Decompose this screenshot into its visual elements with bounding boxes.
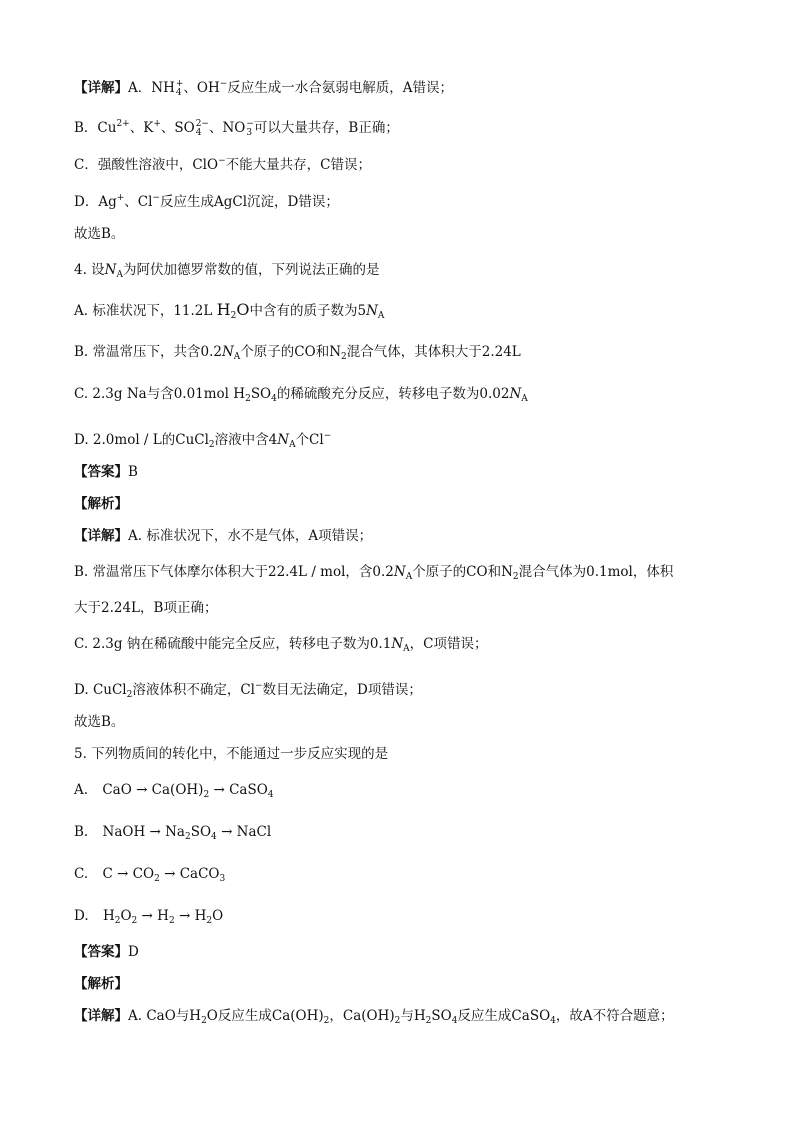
q4-option-a: A. 标准状况下，11.2L $H_2O$中含有的质子数为$5N_A$ [74, 300, 385, 321]
q5-option-c: C. $C \to CO_2$ → CaCO$_3$ [74, 866, 226, 884]
q5-option-b: B. NaOH → $Na_2SO_4$ → NaCl [74, 824, 272, 842]
q5-analysis-label: 【解析】 [74, 976, 128, 992]
q5-detail-a: 【详解】A. CaO与$H_2O$反应生成$Ca(OH)_2$，$Ca(OH)_2$与$H_2SO_4$反应生成CaSO$_4$，故A不符合题意； [74, 1008, 674, 1026]
q4-detail-a: 【详解】A. 标准状况下，水不是气体，A项错误； [74, 528, 373, 544]
q3-detail-d: D．Ag+、Cl−反应生成AgCl沉淀，D错误； [74, 193, 339, 210]
answer-value: B [128, 464, 138, 480]
q4-detail-c: C. 2.3g 钠在稀硫酸中能完全反应，转移电子数为$0.1N_A$，C项错误； [74, 636, 488, 654]
detail-label: 【详解】 [74, 528, 128, 544]
answer-label: 【答案】 [74, 944, 128, 960]
q4-option-b: B. 常温常压下，共含$0.2N_A$个原子的CO和$N_2$混合气体，其体积大于2.24L [74, 344, 521, 362]
q4-option-d: D. 2.0mol / L的CuCl$_2$溶液中含$4N_A$个Cl− [74, 431, 332, 450]
q4-answer [74, 462, 754, 482]
q3-conclusion: 故选B。 [74, 226, 125, 242]
q4-analysis-label: 【解析】 [74, 496, 128, 512]
q5-stem: 5. 下列物质间的转化中，不能通过一步反应实现的是 [74, 746, 389, 762]
detail-label: 【详解】 [74, 80, 128, 96]
detail-label: 【详解】 [74, 1008, 128, 1024]
q4-detail-d: D. CuCl$_2$溶液体积不确定，Cl−数目无法确定，D项错误； [74, 681, 422, 700]
q5-answer [74, 942, 754, 962]
q4-conclusion: 故选B。 [74, 714, 125, 730]
q3-detail-c: C．强酸性溶液中，ClO−不能大量共存，C错误； [74, 156, 371, 173]
answer-label: 【答案】 [74, 464, 128, 480]
q5-option-d: D. $H_2O_2 \to H_2 \to H_2O$ [74, 908, 224, 926]
q4-stem: 4. 设$N_A$为阿伏加德罗常数的值，下列说法正确的是 [74, 262, 380, 280]
q4-option-c: C. 2.3g Na与含0.01mol $H_2SO_4$的稀硫酸充分反应，转移电子数为$0.02N_A$ [74, 386, 528, 404]
q4-detail-b-line2: 大于2.24L，B项正确； [74, 600, 218, 616]
answer-value: D [128, 944, 139, 960]
q3-detail-a: 【详解】A．NH + 4 、OH−反应生成一水合氨弱电解质，A错误； [74, 78, 454, 98]
q4-detail-b-line1: B. 常温常压下气体摩尔体积大于22.4L / mol，含$0.2N_A$个原子的CO和$N_2$混合气体为0.1mol，体积 [74, 564, 674, 582]
q5-option-a: A. CaO → $Ca(OH)_2$ → CaSO$_4$ [74, 782, 274, 800]
q3-detail-b: B．$Cu^{2+}$、K+、SO 2− 4 、NO − 3 可以大量共存，B正确； [74, 118, 399, 138]
